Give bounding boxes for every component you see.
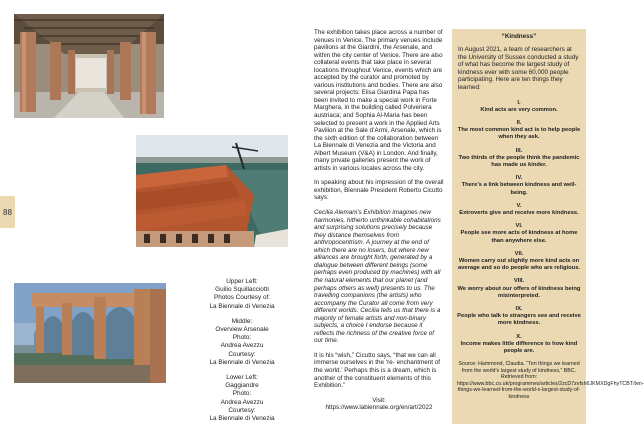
credit-line: Middle: — [231, 317, 253, 325]
kindness-item — [457, 223, 581, 245]
sidebar-source: Source: Hammond, Claudia. “Ten things we learned from the world’s largest study of kindness,” BBC. Retrieved from: https://www.bbc.co.uk/programmes/articles/2zcD7zvfsh6JKMXDgFhyTCBT/ten-things-we-learned-from-the-world-s-largest-study-of-kindness — [457, 361, 644, 400]
kindness-item — [457, 100, 581, 114]
credit-line: Lower Left: — [226, 374, 258, 382]
kindness-item-text: People who talk to strangers see and receive more kindness. — [457, 313, 581, 327]
credit-line: La Biennale di Venezia — [209, 302, 275, 310]
credit-line: La Biennale di Venezia — [209, 415, 275, 423]
kindness-item — [457, 203, 581, 217]
photo-credits — [172, 278, 312, 430]
kindness-item-text: Income makes little difference to how kind people are. — [460, 340, 578, 355]
kindness-item — [457, 120, 581, 142]
credit-line: Andrea Avezzu — [220, 342, 264, 350]
article-body — [314, 29, 444, 412]
sidebar-intro: In August 2021, a team of researchers at the University of Sussex conducted a study of what has become the largest study of kindness ever with some 60,000 people participating. Here are ten things they learned: — [458, 46, 579, 91]
credit-line: Andrea Avezzu — [220, 398, 264, 406]
page-number: 88 — [0, 196, 15, 228]
credit-line: Photo: — [232, 334, 252, 342]
credits-upper — [172, 278, 312, 311]
kindness-item-number: II. — [516, 119, 522, 126]
article-paragraph: It is his “wish,” Cicutto says, “that we can all immerse ourselves in the ‘re- enchantment of the world.’ Perhaps this is a dream, which is another of the constituent elements of this Exhibition.” — [314, 351, 440, 390]
kindness-item — [457, 251, 581, 273]
sidebar-title: “Kindness” — [501, 33, 537, 40]
kindness-item — [457, 334, 581, 356]
kindness-item-number: IV. — [515, 175, 523, 182]
kindness-sidebar — [452, 29, 644, 424]
visit-block — [314, 397, 444, 412]
credit-line: Gaggiandre — [225, 382, 259, 390]
kindness-item-text: People see more acts of kindness at home than anywhere else. — [460, 230, 578, 244]
credit-line: Photo: — [232, 390, 252, 398]
kindness-item-number: III. — [515, 147, 523, 154]
credits-lower — [172, 374, 312, 423]
visit-label: Visit: — [372, 396, 386, 404]
kindness-item-text: The most common kind act is to help people when they ask. — [457, 127, 581, 141]
kindness-item — [457, 175, 581, 197]
kindness-item — [457, 306, 581, 328]
kindness-item-number: X. — [516, 333, 522, 340]
arsenale-interior-photo — [14, 14, 164, 118]
credit-line: La Biennale di Venezia — [209, 358, 275, 366]
overview-arsenale-photo — [136, 135, 288, 247]
article-paragraph: In speaking about his impression of the overall exhibition, Biennale President Roberto Cicutto says: — [314, 179, 444, 202]
credits-middle — [172, 318, 312, 367]
kindness-item — [457, 278, 581, 300]
credit-line: Guilio Squillacciotti — [215, 286, 269, 294]
kindness-item-number: VII. — [514, 250, 524, 257]
credit-line: Upper Left: — [226, 278, 258, 285]
credit-line: Photos Courtesy of: — [213, 294, 271, 302]
kindness-item-number: I. — [517, 99, 521, 106]
kindness-item-text: There’s a link between kindness and well-being. — [461, 182, 577, 196]
kindness-item-number: IX. — [515, 306, 523, 313]
kindness-item-text: Women carry out slightly more kind acts on average and so do people who are religious. — [457, 258, 581, 272]
kindness-item-text: Extroverts give and receive more kindness. — [459, 210, 579, 216]
gaggiandre-photo — [14, 283, 166, 383]
kindness-item-text: Two thirds of the people think the pandemic has made us kinder. — [458, 154, 580, 168]
visit-link[interactable]: https://www.labiennale.org/en/art/2022 — [325, 404, 433, 412]
credit-line: Overview Arsenale — [215, 326, 269, 334]
article-paragraph: The exhibition takes place across a number of venues in Venice. The primary venues include pavilions at the Giardini, the Arsenale, and within the city center of Venice. There are also collateral events that take place in several locations throughout Venice, events which are accepted by the curator and promoted by various institutions and bodies. There are also several projects: Elisa Giardina Papa has been invited to make a special work in Forte Marghera, in the building called Polveriera austriaca; and Sophia Al-Maria has been selected to present a work in the Applied Arts Pavilion at the Sale d’Armi, Arsenale, which is the sixth edition of the collaboration between La Biennale di Venezia and the Victoria and Albert Museum (V&A) in London. And finally, many private galleries present the work of artists in various locales across the city. — [314, 29, 443, 172]
president-quote: Cecilia Alemani’s Exhibition imagines new harmonies, hitherto unthinkable cohabitations and surprising solutions precisely because they distance themselves from anthropocentrism. A journey at the end of which there are no losers, but where new alliances are brought forth, generated by a dialogue between different beings (some perhaps even produced by machines) with all the natural elements that our planet (and perhaps others as well) presents to us. The travelling companions (the artists) who accompany the Curator all come from very different worlds. Cecilia tells us that there is a majority of female artists and non-binary subjects, a choice I endorse because it reflects the richness of the creative force of our time. — [314, 209, 441, 345]
kindness-item-number: V. — [516, 202, 522, 209]
credit-line: Courtesy: — [228, 406, 256, 414]
credit-line: Courtesy: — [228, 350, 256, 358]
kindness-item-number: VIII. — [513, 278, 525, 285]
kindness-item — [457, 148, 581, 170]
kindness-item-text: Kind acts are very common. — [480, 106, 558, 113]
kindness-item-number: VI. — [515, 223, 523, 230]
kindness-item-text: We worry about our offers of kindness being misinterpreted. — [457, 285, 581, 299]
